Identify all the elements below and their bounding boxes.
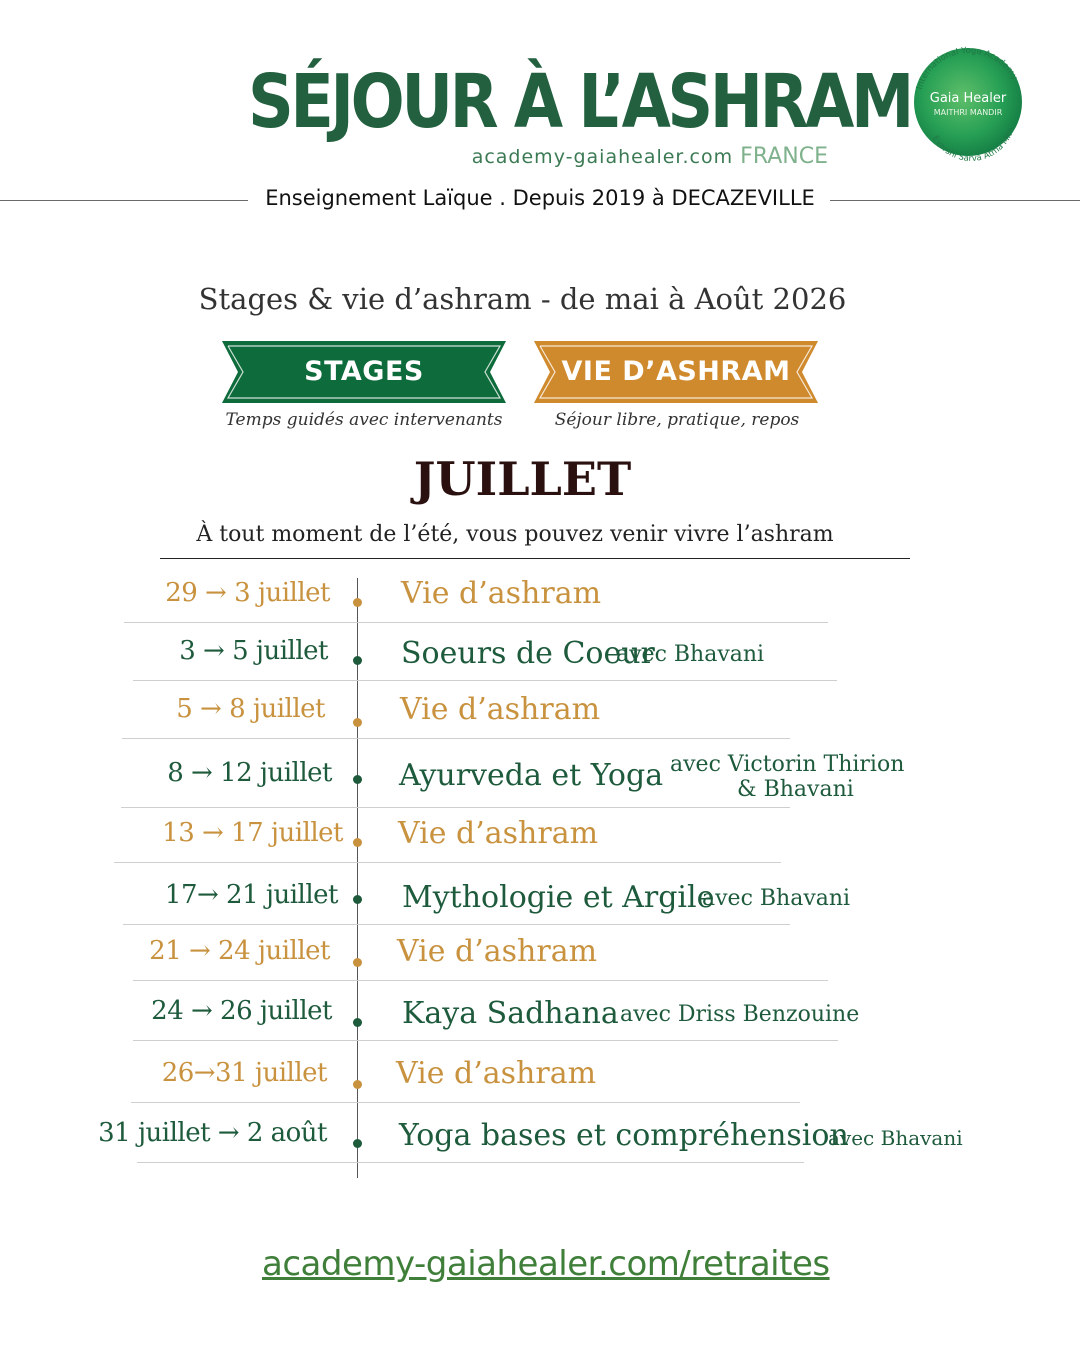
schedule-activity: Mythologie et Argile [402, 880, 715, 915]
section-title: Stages & vie d’ashram - de mai à Août 2026 [198, 282, 847, 316]
schedule-activity: Vie d’ashram [398, 816, 599, 851]
site-line [472, 144, 828, 169]
schedule-teacher: avec Bhavani [702, 886, 851, 911]
logo-bottom-arc: Evarshi Sarva Atma Mith [929, 126, 1017, 164]
site-domain: academy-gaiahealer.com [471, 146, 734, 168]
schedule-activity: Ayurveda et Yoga [399, 758, 664, 793]
row-divider [133, 980, 828, 981]
schedule-dates: 26→31 juillet [161, 1058, 327, 1088]
schedule-dates: 29 → 3 juillet [165, 578, 330, 608]
vie-ashram-ribbon [534, 341, 818, 403]
schedule-activity: Vie d’ashram [400, 692, 601, 727]
timeline-dot [353, 1139, 362, 1148]
page-title: SÉJOUR À L’ASHRAM [248, 59, 911, 145]
schedule-teacher: avec Bhavani [616, 642, 765, 667]
vie-ashram-label: VIE D’ASHRAM [561, 356, 791, 387]
schedule-dates: 3 → 5 juillet [179, 636, 328, 666]
tagline: Enseignement Laïque . Depuis 2019 à DECAZEVILLE [265, 186, 815, 210]
logo-sub: MAITHRI MANDIR [933, 108, 1003, 117]
timeline-dot [353, 718, 362, 727]
row-divider [114, 862, 781, 863]
schedule-activity: Yoga bases et compréhension [399, 1118, 849, 1153]
schedule-dates: 21 → 24 juillet [149, 936, 330, 966]
row-divider [123, 924, 790, 925]
schedule-activity: Soeurs de Coeur [401, 636, 655, 671]
month-note: À tout moment de l’été, vous pouvez venir vivre l’ashram [196, 522, 834, 547]
schedule-teacher: avec Driss Benzouine [620, 1002, 860, 1027]
logo-name: Gaia Healer [929, 91, 1007, 106]
schedule-teacher: avec Bhavani [828, 1126, 963, 1150]
header-divider-left [0, 200, 248, 201]
schedule-teacher-second: & Bhavani [737, 777, 854, 802]
schedule-activity: Vie d’ashram [396, 1056, 597, 1091]
stages-label: STAGES [304, 356, 424, 387]
schedule-dates: 5 → 8 juillet [176, 694, 325, 724]
row-divider [122, 738, 790, 739]
schedule-dates: 31 juillet → 2 août [98, 1118, 327, 1148]
row-divider [121, 807, 790, 808]
retreats-link[interactable]: academy-gaiahealer.com/retraites [262, 1244, 830, 1284]
row-divider [133, 680, 837, 681]
site-country: FRANCE [740, 144, 828, 169]
month-rule [160, 558, 910, 559]
month-heading: JUILLET [413, 452, 632, 506]
logo-top-arc: International Yoga Academy [914, 45, 1020, 91]
timeline-dot [353, 895, 362, 904]
row-divider [124, 622, 828, 623]
schedule-activity: Vie d’ashram [401, 576, 602, 611]
schedule-dates: 8 → 12 juillet [167, 758, 332, 788]
timeline-dot [353, 775, 362, 784]
schedule-teacher: avec Victorin Thirion [670, 752, 905, 777]
vie-ashram-subtitle: Séjour libre, pratique, repos [554, 410, 800, 430]
timeline-dot [353, 1018, 362, 1027]
timeline-dot [353, 1080, 362, 1089]
gaia-healer-logo [910, 36, 1028, 170]
timeline-dot [353, 656, 362, 665]
schedule-dates: 24 → 26 juillet [151, 996, 332, 1026]
header-divider-right [830, 200, 1080, 201]
schedule-activity: Vie d’ashram [397, 934, 598, 969]
row-divider [133, 1040, 838, 1041]
schedule-dates: 17→ 21 juillet [164, 880, 338, 910]
row-divider [131, 1102, 800, 1103]
stages-ribbon [222, 341, 506, 403]
timeline-dot [353, 598, 362, 607]
timeline-dot [353, 838, 362, 847]
schedule-dates: 13 → 17 juillet [162, 818, 343, 848]
schedule-activity: Kaya Sadhana [402, 996, 619, 1031]
timeline-dot [353, 958, 362, 967]
stages-subtitle: Temps guidés avec intervenants [225, 410, 503, 430]
row-divider [137, 1162, 804, 1163]
